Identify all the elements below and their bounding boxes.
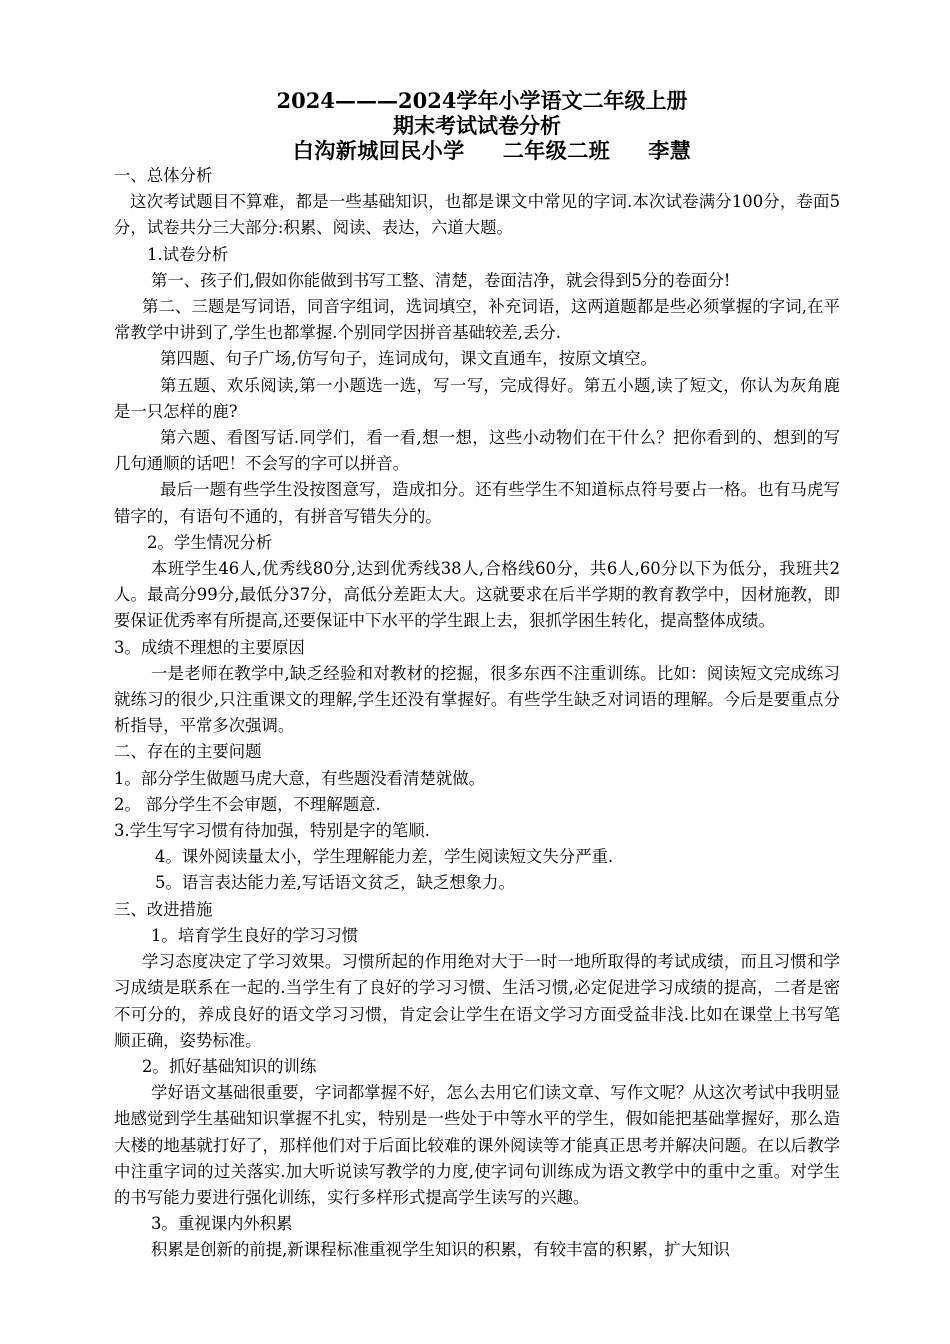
- paragraph: 学好语文基础很重要，字词都掌握不好，怎么去用它们读文章、写作文呢？从这次考试中我明显地感觉到学生基础知识掌握不扎实，特别是一些处于中等水平的学生，假如能把基础掌握好，那么造大楼的地基就打好了，那样他们对于后面比较难的课外阅读等才能真正思考并解决问题。在以后教学中注重字词的过关落实.加大听说读写教学的力度,使字词句训练成为语文教学中的重中之重。对学生的书写能力要进行强化训练，实行多样形式提高学生读写的兴趣。: [114, 1083, 840, 1207]
- paragraph: 3。成绩不理想的主要原因: [114, 637, 305, 657]
- paragraph: 4。课外阅读量太小，学生理解能力差，学生阅读短文失分严重.: [155, 847, 614, 867]
- paragraph: 一、总体分析: [114, 166, 213, 185]
- paragraph: 3.学生写字习惯有待加强，特别是字的笔顺.: [114, 821, 430, 841]
- paragraph: 5。语言表达能力差,写话语文贫乏，缺乏想象力。: [155, 873, 515, 893]
- paragraph: 一是老师在教学中,缺乏经验和对教材的挖掘，很多东西不注重训练。比如：阅读短文完成练习就练习的很少,只注重课文的理解,学生还没有掌握好。有些学生缺乏对词语的理解。今后是要重点分析指导，平常多次强调。: [114, 663, 840, 736]
- school-name: 白沟新城回民小学: [292, 138, 465, 163]
- document-title: 2024———2024学年小学语文二年级上册: [276, 88, 688, 113]
- paragraph: 1。培育学生良好的学习习惯: [151, 925, 359, 945]
- paragraph: 三、改进措施: [114, 899, 213, 919]
- paragraph: 积累是创新的前提,新课程标准重视学生知识的积累，有较丰富的积累，扩大知识: [151, 1240, 730, 1260]
- paragraph: 1.试卷分析: [147, 244, 229, 264]
- paragraph: 最后一题有些学生没按图意写，造成扣分。还有些学生不知道标点符号要占一格。也有马虎写错字的，有语句不通的，有拼音写错失分的。: [114, 480, 840, 526]
- paragraph: 2。抓好基础知识的训练: [142, 1056, 317, 1076]
- paragraph: 第六题、看图写话.同学们，看一看,想一想，这些小动物们在干什么？把你看到的、想到的写几句通顺的话吧！不会写的字可以拼音。: [114, 428, 840, 474]
- paragraph: 3。重视课内外积累: [151, 1214, 293, 1234]
- paragraph: 二、存在的主要问题: [114, 742, 262, 762]
- paragraph: 学习态度决定了学习效果。习惯所起的作用绝对大于一时一地所取得的考试成绩，而且习惯和学习成绩是联系在一起的.当学生有了良好的学习习惯、生活习惯,必定促进学习成绩的提高，二者是密不可分的，养成良好的语文学习习惯，肯定会让学生在语文学习方面受益非浅.比如在课堂上书写笔顺正确，姿势标准。: [114, 952, 840, 1050]
- paragraph: 1。部分学生做题马虎大意，有些题没看清楚就做。: [114, 768, 486, 788]
- paragraph: 第一、孩子们,假如你能做到书写工整、清楚，卷面洁净，就会得到5分的卷面分!: [151, 270, 731, 290]
- teacher-name: 李慧: [648, 138, 692, 163]
- author-line: [114, 138, 840, 163]
- paragraph: 第二、三题是写词语，同音字组词，选词填空，补充词语，这两道题都是些必须掌握的字词,在平常教学中讲到了,学生也都掌握.个别同学因拼音基础较差,丢分.: [114, 297, 840, 343]
- paragraph: 2。学生情况分析: [147, 532, 273, 552]
- paragraph: 2。 部分学生不会审题，不理解题意.: [114, 794, 381, 814]
- document-body: [114, 163, 840, 1264]
- paragraph: 第四题、句子广场,仿写句子，连词成句，课文直通车，按原文填空。: [160, 349, 657, 369]
- document-subtitle: 期末考试试卷分析: [393, 113, 561, 138]
- paragraph: 这次考试题目不算难，都是一些基础知识，也都是课文中常见的字词.本次试卷满分100分，卷面5分，试卷共分三大部分:积累、阅读、表达，六道大题。: [114, 192, 840, 238]
- class-name: 二年级二班: [502, 138, 611, 163]
- paragraph: 本班学生46人,优秀线80分,达到优秀线38人,合格线60分，共6人,60分以下为低分，我班共2人。最高分99分,最低分37分，高低分差距太大。这就要求在后半学期的教育教学中，因材施教，即要保证优秀率有所提高,还要保证中下水平的学生跟上去，狠抓学困生转化，提高整体成绩。: [114, 559, 840, 631]
- paragraph: 第五题、欢乐阅读,第一小题选一选，写一写，完成得好。第五小题,读了短文，你认为灰角鹿是一只怎样的鹿?: [114, 375, 840, 421]
